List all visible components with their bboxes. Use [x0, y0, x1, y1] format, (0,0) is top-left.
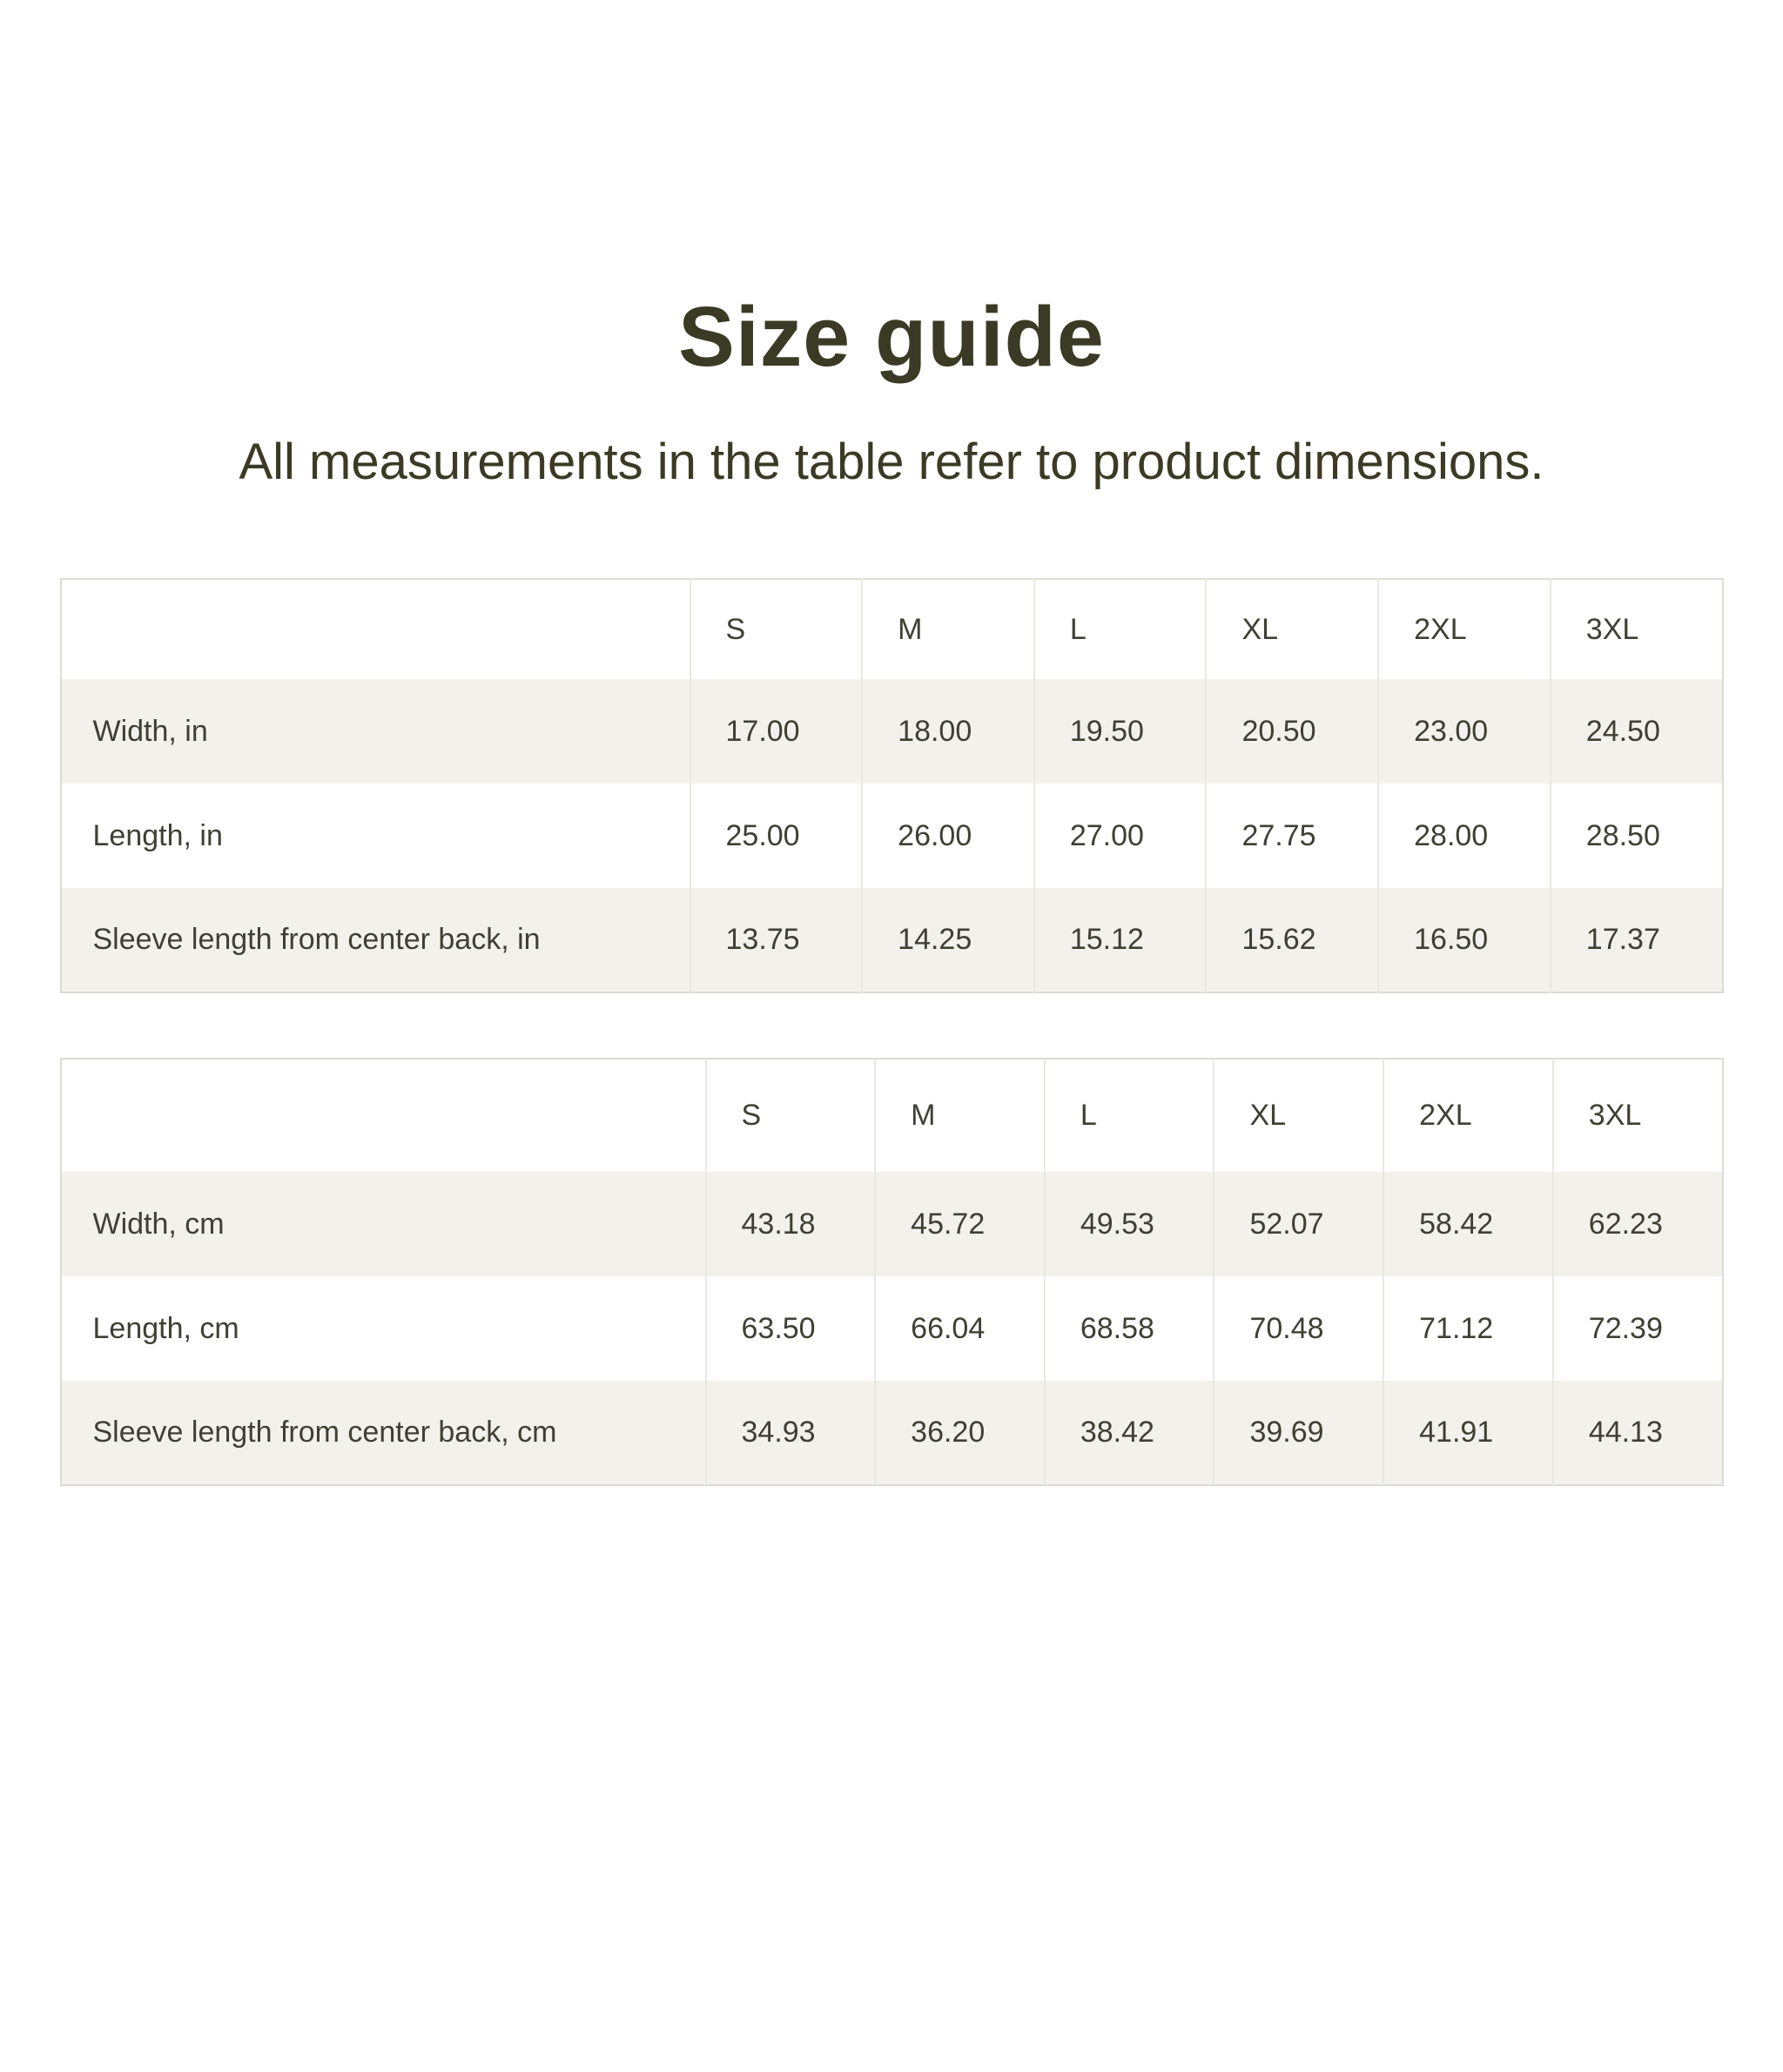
column-header-m: M [875, 1059, 1045, 1172]
size-table-centimeters [60, 1058, 1724, 1486]
row-label: Sleeve length from center back, in [61, 888, 690, 992]
value-cell: 20.50 [1206, 679, 1378, 784]
value-cell: 45.72 [875, 1172, 1045, 1276]
value-cell: 63.50 [706, 1276, 876, 1381]
value-cell: 17.00 [690, 679, 863, 784]
column-header-xl: XL [1206, 579, 1378, 679]
value-cell: 49.53 [1045, 1172, 1214, 1276]
value-cell: 25.00 [690, 784, 863, 888]
row-label: Width, in [61, 679, 690, 784]
value-cell: 72.39 [1553, 1276, 1723, 1381]
value-cell: 15.62 [1206, 888, 1378, 992]
value-cell: 39.69 [1214, 1381, 1383, 1485]
value-cell: 43.18 [706, 1172, 876, 1276]
row-label: Width, cm [61, 1172, 706, 1276]
row-label: Length, cm [92, 1311, 239, 1345]
value-cell: 38.42 [1045, 1381, 1214, 1485]
column-header-xl: XL [1214, 1059, 1383, 1172]
value-cell: 70.48 [1214, 1276, 1383, 1381]
row-label: Sleeve length from center back, cm [61, 1381, 706, 1485]
value-cell: 15.12 [1034, 888, 1207, 992]
column-header-3xl: 3XL [1553, 1059, 1723, 1172]
column-header-2xl: 2XL [1383, 1059, 1553, 1172]
value-cell: 27.75 [1206, 784, 1378, 888]
value-cell: 44.13 [1553, 1381, 1723, 1485]
value-cell: 36.20 [875, 1381, 1045, 1485]
corner-cell [61, 579, 690, 679]
table-row-sleeve-in [61, 888, 1723, 992]
value-cell: 52.07 [1214, 1172, 1383, 1276]
column-header-l: L [1045, 1059, 1214, 1172]
column-header-s: S [706, 1059, 876, 1172]
column-header-s: S [690, 579, 863, 679]
value-cell: 27.00 [1034, 784, 1207, 888]
table-header-row [61, 1059, 1723, 1172]
value-cell: 28.00 [1378, 784, 1551, 888]
value-cell: 62.23 [1553, 1172, 1723, 1276]
value-cell: 58.42 [1383, 1172, 1553, 1276]
value-cell: 23.00 [1378, 679, 1551, 784]
value-cell: 14.25 [862, 888, 1034, 992]
value-cell: 66.04 [875, 1276, 1045, 1381]
value-cell: 68.58 [1045, 1276, 1214, 1381]
table-header-row [61, 579, 1723, 679]
row-label: Length, in [92, 818, 223, 852]
corner-cell [61, 1059, 706, 1172]
table-row-width-cm [61, 1172, 1723, 1276]
value-cell: 71.12 [1383, 1276, 1553, 1381]
value-cell: 34.93 [706, 1381, 876, 1485]
value-cell: 13.75 [690, 888, 863, 992]
column-header-2xl: 2XL [1378, 579, 1551, 679]
table-row-length-cm [61, 1276, 1723, 1381]
size-table-inches [60, 578, 1724, 993]
value-cell: 17.37 [1551, 888, 1723, 992]
value-cell: 18.00 [862, 679, 1034, 784]
value-cell: 28.50 [1551, 784, 1723, 888]
column-header-m: M [862, 579, 1034, 679]
page-subtitle: All measurements in the table refer to product dimensions. [239, 434, 1544, 490]
table-row-width-in [61, 679, 1723, 784]
value-cell: 16.50 [1378, 888, 1551, 992]
size-guide-page [60, 289, 1724, 1486]
value-cell: 24.50 [1551, 679, 1723, 784]
value-cell: 19.50 [1034, 679, 1207, 784]
table-row-sleeve-cm [61, 1381, 1723, 1485]
value-cell: 26.00 [862, 784, 1034, 888]
column-header-l: L [1034, 579, 1207, 679]
value-cell: 41.91 [1383, 1381, 1553, 1485]
page-title: Size guide [678, 289, 1105, 384]
table-row-length-in [61, 784, 1723, 888]
column-header-3xl: 3XL [1551, 579, 1723, 679]
